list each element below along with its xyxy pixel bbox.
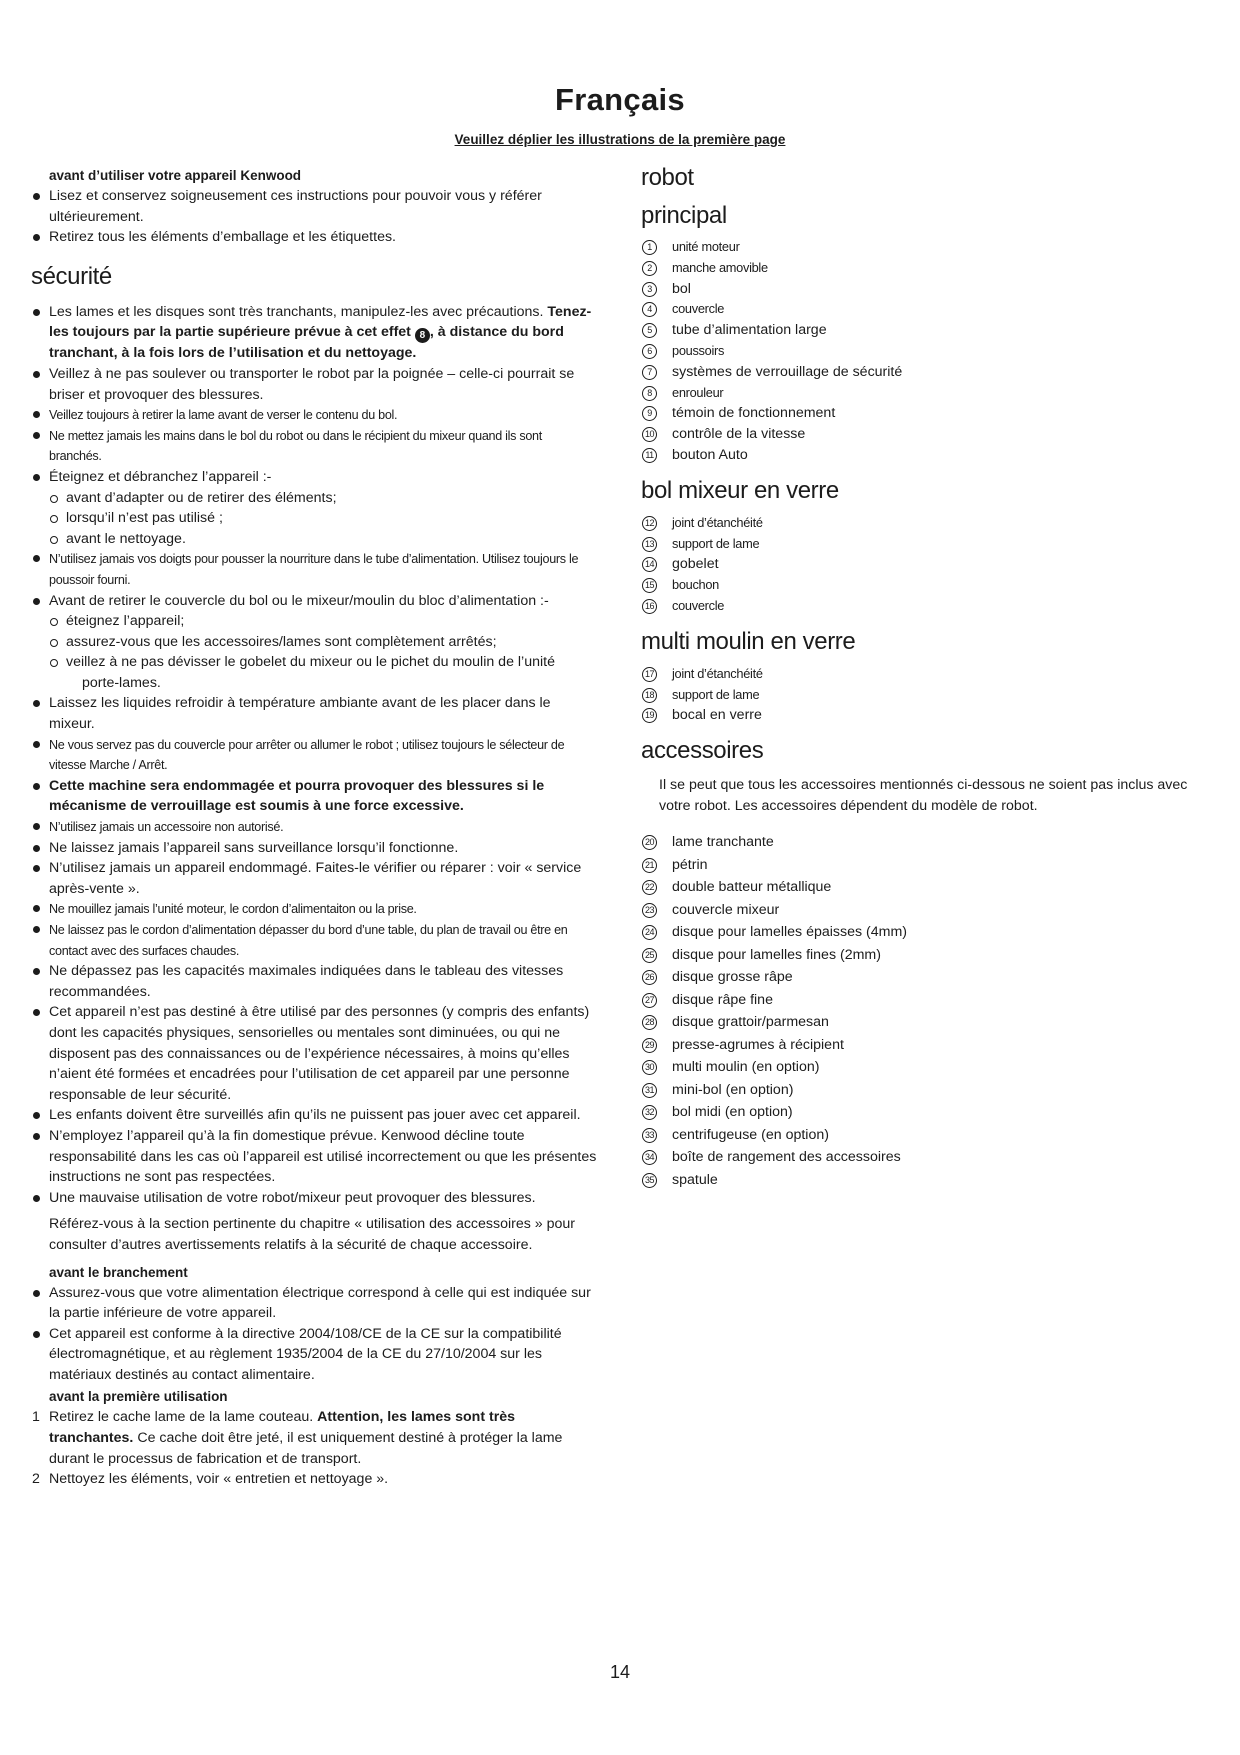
part-label: joint d’étanchéité xyxy=(672,514,763,530)
part-label: pétrin xyxy=(672,856,708,873)
part-number-badge: 1 xyxy=(642,240,657,255)
safety-bullet: N’utilisez jamais vos doigts pour pousser la nourriture dans le tube d’alimentation. Utilisez toujours le poussoir fourni. xyxy=(31,549,597,590)
part-label: spatule xyxy=(672,1171,718,1188)
part-number-badge: 22 xyxy=(642,880,657,895)
part-number-badge: 34 xyxy=(642,1150,657,1165)
accessory-list-item xyxy=(641,1146,1211,1169)
safety-heading: sécurité xyxy=(31,262,112,290)
accessory-list-item xyxy=(641,1169,1211,1192)
mixer-list xyxy=(641,513,1211,617)
part-label: disque grattoir/parmesan xyxy=(672,1014,829,1031)
part-label: boîte de rangement des accessoires xyxy=(672,1149,901,1166)
intro-heading: avant d’utiliser votre appareil Kenwood xyxy=(49,168,302,183)
part-number-badge: 18 xyxy=(642,688,657,703)
part-label: presse-agrumes à récipient xyxy=(672,1036,844,1053)
accessories-list xyxy=(641,831,1211,1191)
safety-sub-bullet xyxy=(31,652,597,693)
part-label: témoin de fonctionnement xyxy=(672,405,836,422)
part-number-badge: 29 xyxy=(642,1038,657,1053)
part-label: bol midi (en option) xyxy=(672,1104,793,1121)
right-column xyxy=(641,163,1211,1191)
part-label: disque pour lamelles fines (2mm) xyxy=(672,946,881,963)
safety-bullet: Ne mouillez jamais l’unité moteur, le cordon d’alimentaiton ou la prise. xyxy=(31,899,597,920)
part-label: support de lame xyxy=(672,686,760,702)
safety-bullet: Ne dépassez pas les capacités maximales indiquées dans le tableau des vitesses recommandées. xyxy=(31,961,597,1002)
part-label: couvercle xyxy=(672,301,725,317)
part-number-badge: 33 xyxy=(642,1128,657,1143)
part-label: double batteur métallique xyxy=(672,879,832,896)
accessory-list-item xyxy=(641,876,1211,899)
principal-list-item xyxy=(641,279,1211,300)
part-number-badge: 6 xyxy=(642,344,657,359)
part-label: multi moulin (en option) xyxy=(672,1059,820,1076)
accessory-list-item xyxy=(641,944,1211,967)
safety-bullet: N’utilisez jamais un appareil endommagé. Faites-le vérifier ou réparer : voir « service après-vente ». xyxy=(31,858,597,899)
mill-list-item xyxy=(641,664,1211,685)
accessory-list-item xyxy=(641,1101,1211,1124)
part-label: joint d’étanchéité xyxy=(672,665,763,681)
principal-list-item xyxy=(641,237,1211,258)
accessory-list-item xyxy=(641,989,1211,1012)
accessory-list-item xyxy=(641,899,1211,922)
first-use-heading: avant la première utilisation xyxy=(49,1389,228,1405)
safety-sub-bullet: assurez-vous que les accessoires/lames sont complètement arrêtés; xyxy=(31,632,597,653)
part-label: lame tranchante xyxy=(672,834,774,851)
safety-bullet-emphasis: Tenez-les toujours par la partie supérieure prévue à cet effet xyxy=(49,303,592,341)
page-number: 14 xyxy=(609,1662,631,1682)
part-number-badge: 13 xyxy=(642,537,657,552)
safety-sub-bullet-continuation: porte-lames. xyxy=(82,674,161,691)
part-number-badge: 8 xyxy=(415,328,430,343)
accessory-list-item xyxy=(641,831,1211,854)
page-title: Français xyxy=(555,82,685,117)
accessory-list-item xyxy=(641,1034,1211,1057)
safety-bullet: Veillez toujours à retirer la lame avant de verser le contenu du bol. xyxy=(31,405,597,426)
principal-heading: principal xyxy=(641,202,727,229)
accessory-list-item xyxy=(641,854,1211,877)
accessory-list-item xyxy=(641,1079,1211,1102)
mill-heading: multi moulin en verre xyxy=(641,627,856,655)
mill-list-item xyxy=(641,685,1211,706)
part-number-badge: 32 xyxy=(642,1105,657,1120)
safety-bullet: N’utilisez jamais un accessoire non autorisé. xyxy=(31,817,597,838)
safety-bullet: Les enfants doivent être surveillés afin qu’ils ne puissent pas jouer avec cet appareil. xyxy=(31,1105,597,1126)
part-label: bouchon xyxy=(672,577,720,593)
mixer-list-item xyxy=(641,575,1211,596)
part-label: contrôle de la vitesse xyxy=(672,426,806,443)
part-label: centrifugeuse (en option) xyxy=(672,1126,829,1143)
part-number-badge: 2 xyxy=(642,261,657,276)
step-number: 1 xyxy=(32,1409,40,1426)
intro-bullet: Retirez tous les éléments d’emballage et les étiquettes. xyxy=(31,227,597,248)
part-label: disque grosse râpe xyxy=(672,969,793,986)
step-number: 2 xyxy=(32,1471,40,1488)
principal-list-item xyxy=(641,258,1211,279)
principal-list-item xyxy=(641,341,1211,362)
safety-bullet: Ne laissez pas le cordon d’alimentation dépasser du bord d’une table, du plan de travail ou être en contact avec des surfaces chaudes. xyxy=(31,920,597,961)
plug-bullet: Assurez-vous que votre alimentation électrique correspond à celle qui est indiquée sur la partie inférieure de votre appareil. xyxy=(31,1283,597,1324)
accessories-note: Il se peut que tous les accessoires mentionnés ci-dessous ne soient pas inclus avec votre robot. Les accessoires dépendent du modèle de robot. xyxy=(659,777,1188,814)
plug-heading: avant le branchement xyxy=(49,1264,188,1280)
mill-list-item xyxy=(641,705,1211,726)
safety-bullet: Cet appareil n’est pas destiné à être utilisé par des personnes (y compris des enfants) dont les capacités physiques, sensorielles ou mentales sont diminuées, ou qui ne disposent pas des connaissances ou de l’expérience nécessaires, à moins qu’elles n’aient été formées et encadrées pour l’utilisation de cet appareil par une personne responsable de leur sécurité. xyxy=(31,1002,597,1105)
safety-bullet: Ne vous servez pas du couvercle pour arrêter ou allumer le robot ; utilisez toujours le sélecteur de vitesse Marche / Arrêt. xyxy=(31,735,597,776)
safety-bullet-emphasis: , à distance du bord tranchant, à la fois lors de l’utilisation et du nettoyage. xyxy=(49,324,564,362)
part-number-badge: 7 xyxy=(642,365,657,380)
principal-list-item xyxy=(641,362,1211,383)
part-number-badge: 9 xyxy=(642,406,657,421)
part-label: couvercle xyxy=(672,597,725,613)
plug-bullet: Cet appareil est conforme à la directive 2004/108/CE de la CE sur la compatibilité électromagnétique, et au règlement 1935/2004 de la CE du 27/10/2004 sur les matériaux destinés au contact alimentaire. xyxy=(31,1324,597,1386)
part-number-badge: 14 xyxy=(642,557,657,572)
safety-sub-bullet: lorsqu’il n’est pas utilisé ; xyxy=(31,508,597,529)
principal-list-item xyxy=(641,299,1211,320)
part-number-badge: 24 xyxy=(642,925,657,940)
mixer-list-item xyxy=(641,513,1211,534)
part-number-badge: 31 xyxy=(642,1083,657,1098)
part-number-badge: 3 xyxy=(642,282,657,297)
part-number-badge: 5 xyxy=(642,323,657,338)
first-use-step xyxy=(31,1407,597,1469)
part-label: gobelet xyxy=(672,556,719,573)
part-number-badge: 25 xyxy=(642,948,657,963)
part-number-badge: 30 xyxy=(642,1060,657,1075)
mixer-list-item xyxy=(641,534,1211,555)
part-number-badge: 21 xyxy=(642,858,657,873)
left-column xyxy=(31,166,597,1490)
principal-list-item xyxy=(641,383,1211,404)
accessory-list-item xyxy=(641,1124,1211,1147)
safety-bullet: Avant de retirer le couvercle du bol ou le mixeur/moulin du bloc d’alimentation :- xyxy=(31,591,597,612)
safety-bullet: Laissez les liquides refroidir à température ambiante avant de les placer dans le mixeur. xyxy=(31,693,597,734)
part-number-badge: 10 xyxy=(642,427,657,442)
mixer-heading: bol mixeur en verre xyxy=(641,476,839,504)
part-label: poussoirs xyxy=(672,342,725,358)
mixer-list-item xyxy=(641,596,1211,617)
principal-list xyxy=(641,237,1211,466)
part-label: enrouleur xyxy=(672,384,724,400)
safety-bullet-warning: Cette machine sera endommagée et pourra provoquer des blessures si le mécanisme de verrouillage est soumis à une force excessive. xyxy=(31,776,597,817)
safety-bullet: Éteignez et débranchez l’appareil :- xyxy=(31,467,597,488)
mill-list xyxy=(641,664,1211,726)
part-label: unité moteur xyxy=(672,239,740,254)
accessory-list-item xyxy=(641,1011,1211,1034)
part-number-badge: 8 xyxy=(642,386,657,401)
safety-bullet: Veillez à ne pas soulever ou transporter le robot par la poignée – celle-ci pourrait se briser et provoquer des blessures. xyxy=(31,364,597,405)
principal-list-item xyxy=(641,320,1211,341)
safety-sub-bullet: avant le nettoyage. xyxy=(31,529,597,550)
part-number-badge: 26 xyxy=(642,970,657,985)
part-label: bouton Auto xyxy=(672,446,748,463)
accessory-list-item xyxy=(641,921,1211,944)
part-label: disque pour lamelles épaisses (4mm) xyxy=(672,924,907,941)
part-label: bocal en verre xyxy=(672,707,762,724)
part-label: couvercle mixeur xyxy=(672,901,780,918)
safety-bullet: Ne laissez jamais l’appareil sans surveillance lorsqu’il fonctionne. xyxy=(31,838,597,859)
page-subtitle: Veuillez déplier les illustrations de la première page xyxy=(454,132,786,147)
step-text: Retirez le cache lame de la lame couteau. xyxy=(49,1409,314,1426)
part-number-badge: 28 xyxy=(642,1015,657,1030)
part-number-badge: 19 xyxy=(642,708,657,723)
accessory-list-item xyxy=(641,966,1211,989)
part-number-badge: 17 xyxy=(642,667,657,682)
part-number-badge: 20 xyxy=(642,835,657,850)
safety-paragraph: Référez-vous à la section pertinente du chapitre « utilisation des accessoires » pour consulter d’autres avertissements relatifs à la sécurité de chaque accessoire. xyxy=(49,1216,576,1253)
safety-bullet: Une mauvaise utilisation de votre robot/mixeur peut provoquer des blessures. xyxy=(31,1188,597,1209)
accessory-list-item xyxy=(641,1056,1211,1079)
step-text: Ce cache doit être jeté, il est uniquement destiné à protéger la lame durant le processus de fabrication et de transport. xyxy=(49,1430,563,1467)
part-label: manche amovible xyxy=(672,259,768,275)
part-number-badge: 35 xyxy=(642,1173,657,1188)
safety-sub-bullet: éteignez l’appareil; xyxy=(31,611,597,632)
part-label: disque râpe fine xyxy=(672,991,773,1008)
part-number-badge: 23 xyxy=(642,903,657,918)
safety-sub-bullet: avant d’adapter ou de retirer des éléments; xyxy=(31,488,597,509)
part-number-badge: 4 xyxy=(642,302,657,317)
safety-sub-bullet-text: veillez à ne pas dévisser le gobelet du mixeur ou le pichet du moulin de l’unité xyxy=(66,654,555,671)
part-label: mini-bol (en option) xyxy=(672,1081,794,1098)
safety-bullet: Ne mettez jamais les mains dans le bol du robot ou dans le récipient du mixeur quand ils sont branchés. xyxy=(31,426,597,467)
principal-list-item xyxy=(641,445,1211,466)
part-number-badge: 11 xyxy=(642,448,657,463)
part-label: support de lame xyxy=(672,535,760,551)
part-label: tube d’alimentation large xyxy=(672,322,827,339)
robot-heading: robot xyxy=(641,164,694,191)
intro-bullet: Lisez et conservez soigneusement ces instructions pour pouvoir vous y référer ultérieurement. xyxy=(31,186,597,227)
part-number-badge: 15 xyxy=(642,578,657,593)
step-text: Nettoyez les éléments, voir « entretien et nettoyage ». xyxy=(49,1471,389,1488)
safety-bullet-text: Les lames et les disques sont très tranchants, manipulez-les avec précautions. xyxy=(49,303,544,320)
part-number-badge: 27 xyxy=(642,993,657,1008)
safety-bullet xyxy=(31,302,597,364)
part-label: bol xyxy=(672,280,691,297)
part-number-badge: 12 xyxy=(642,516,657,531)
mixer-list-item xyxy=(641,554,1211,575)
principal-list-item xyxy=(641,424,1211,445)
safety-bullet: N’employez l’appareil qu’à la fin domestique prévue. Kenwood décline toute responsabilité dans les cas où l’appareil est utilisé incorrectement ou que les présentes instructions ne sont pas respectées. xyxy=(31,1126,597,1188)
part-label: systèmes de verrouillage de sécurité xyxy=(672,363,903,380)
part-number-badge: 16 xyxy=(642,599,657,614)
accessories-heading: accessoires xyxy=(641,737,764,765)
first-use-step xyxy=(31,1469,597,1490)
step-warning: Attention, les lames sont très tranchantes. xyxy=(49,1409,516,1447)
principal-list-item xyxy=(641,403,1211,424)
